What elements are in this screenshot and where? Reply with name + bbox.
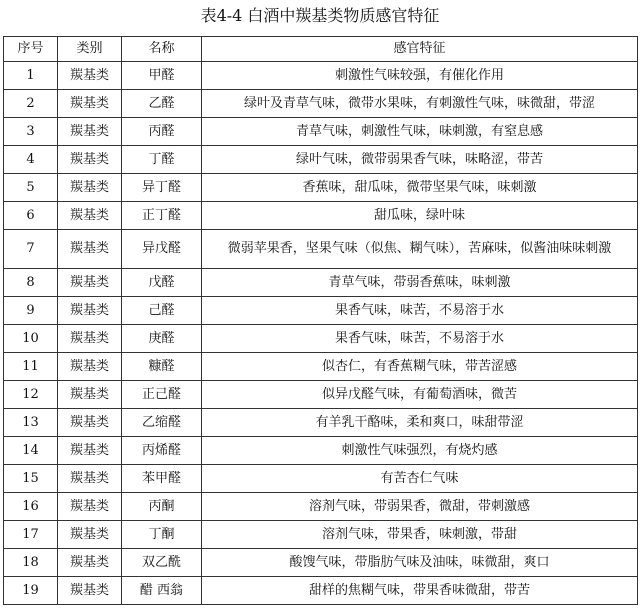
row-name: 乙缩醛 <box>122 409 202 437</box>
row-category: 羰基类 <box>58 297 122 325</box>
table-row <box>4 437 638 465</box>
row-category: 羰基类 <box>58 381 122 409</box>
row-number: 15 <box>4 465 58 493</box>
header-sensory: 感官特征 <box>202 37 638 62</box>
row-name: 糠醛 <box>122 353 202 381</box>
row-category: 羰基类 <box>58 437 122 465</box>
row-number: 1 <box>4 62 58 90</box>
table-row <box>4 521 638 549</box>
row-category: 羰基类 <box>58 549 122 577</box>
table-row <box>4 325 638 353</box>
table-row <box>4 62 638 90</box>
table-row <box>4 381 638 409</box>
table-row <box>4 202 638 230</box>
row-name: 正己醛 <box>122 381 202 409</box>
table-caption: 表4-4 白酒中羰基类物质感官特征 <box>200 6 440 25</box>
row-name: 正丁醛 <box>122 202 202 230</box>
sensory-table <box>3 36 638 605</box>
row-sensory: 香蕉味，甜瓜味，微带坚果气味，味刺激 <box>202 174 638 202</box>
row-number: 17 <box>4 521 58 549</box>
table-row <box>4 353 638 381</box>
row-name: 庚醛 <box>122 325 202 353</box>
row-number: 6 <box>4 202 58 230</box>
row-name: 戊醛 <box>122 269 202 297</box>
row-name: 乙醛 <box>122 90 202 118</box>
row-category: 羰基类 <box>58 465 122 493</box>
row-sensory: 青草气味，刺激性气味，味刺激，有窒息感 <box>202 118 638 146</box>
table-row <box>4 230 638 269</box>
row-sensory: 果香气味，味苦，不易溶于水 <box>202 325 638 353</box>
row-name: 丙醛 <box>122 118 202 146</box>
header-no: 序号 <box>4 37 58 62</box>
row-number: 12 <box>4 381 58 409</box>
row-sensory: 绿叶及青草气味，微带水果味，有刺激性气味，味微甜，带涩 <box>202 90 638 118</box>
row-sensory: 似杏仁，有香蕉糊气味，带苦涩感 <box>202 353 638 381</box>
row-sensory: 有羊乳干酪味，柔和爽口，味甜带涩 <box>202 409 638 437</box>
row-category: 羰基类 <box>58 325 122 353</box>
header-name: 名称 <box>122 37 202 62</box>
row-name: 丙酮 <box>122 493 202 521</box>
row-sensory: 溶剂气味，带弱果香，微甜，带刺激感 <box>202 493 638 521</box>
row-name: 甲醛 <box>122 62 202 90</box>
table-row <box>4 90 638 118</box>
table-row <box>4 174 638 202</box>
row-number: 19 <box>4 577 58 605</box>
row-category: 羰基类 <box>58 90 122 118</box>
row-category: 羰基类 <box>58 202 122 230</box>
row-category: 羰基类 <box>58 577 122 605</box>
row-name: 丙烯醛 <box>122 437 202 465</box>
row-number: 9 <box>4 297 58 325</box>
table-row <box>4 409 638 437</box>
row-category: 羰基类 <box>58 230 122 269</box>
row-name: 异丁醛 <box>122 174 202 202</box>
table-row <box>4 493 638 521</box>
row-number: 3 <box>4 118 58 146</box>
table-row <box>4 297 638 325</box>
row-name: 双乙酰 <box>122 549 202 577</box>
table-row <box>4 549 638 577</box>
row-category: 羰基类 <box>58 521 122 549</box>
row-category: 羰基类 <box>58 409 122 437</box>
row-sensory: 微弱苹果香，坚果气味（似焦、糊气味），苦麻味，似酱油味味刺激 <box>202 230 638 269</box>
row-name: 醋 西翁 <box>122 577 202 605</box>
table-row <box>4 465 638 493</box>
row-sensory: 甜样的焦糊气味，带果香味微甜，带苦 <box>202 577 638 605</box>
row-number: 8 <box>4 269 58 297</box>
row-number: 5 <box>4 174 58 202</box>
row-category: 羰基类 <box>58 269 122 297</box>
row-number: 10 <box>4 325 58 353</box>
row-category: 羰基类 <box>58 353 122 381</box>
row-number: 2 <box>4 90 58 118</box>
row-name: 丁酮 <box>122 521 202 549</box>
row-number: 18 <box>4 549 58 577</box>
row-name: 丁醛 <box>122 146 202 174</box>
row-name: 苯甲醛 <box>122 465 202 493</box>
row-number: 14 <box>4 437 58 465</box>
row-number: 4 <box>4 146 58 174</box>
table-row <box>4 118 638 146</box>
row-category: 羰基类 <box>58 174 122 202</box>
row-category: 羰基类 <box>58 118 122 146</box>
row-category: 羰基类 <box>58 146 122 174</box>
row-number: 16 <box>4 493 58 521</box>
row-number: 11 <box>4 353 58 381</box>
row-number: 13 <box>4 409 58 437</box>
row-sensory: 似异戊醛气味，有葡萄酒味，微苦 <box>202 381 638 409</box>
row-sensory: 有苦杏仁气味 <box>202 465 638 493</box>
row-category: 羰基类 <box>58 62 122 90</box>
row-sensory: 青草气味，带弱香蕉味，味刺激 <box>202 269 638 297</box>
row-sensory: 果香气味，味苦，不易溶于水 <box>202 297 638 325</box>
row-sensory: 绿叶气味，微带弱果香气味，味略涩，带苦 <box>202 146 638 174</box>
row-number: 7 <box>4 230 58 269</box>
table-row <box>4 577 638 605</box>
row-sensory: 溶剂气味，带果香，味刺激，带甜 <box>202 521 638 549</box>
row-name: 己醛 <box>122 297 202 325</box>
table-row <box>4 146 638 174</box>
row-category: 羰基类 <box>58 493 122 521</box>
header-row <box>4 37 638 62</box>
row-sensory: 甜瓜味，绿叶味 <box>202 202 638 230</box>
row-sensory: 酸馊气味，带脂肪气味及油味，味微甜，爽口 <box>202 549 638 577</box>
row-name: 异戊醛 <box>122 230 202 269</box>
table-row <box>4 269 638 297</box>
row-sensory: 刺激性气味较强，有催化作用 <box>202 62 638 90</box>
header-category: 类别 <box>58 37 122 62</box>
row-sensory: 刺激性气味强烈，有烧灼感 <box>202 437 638 465</box>
